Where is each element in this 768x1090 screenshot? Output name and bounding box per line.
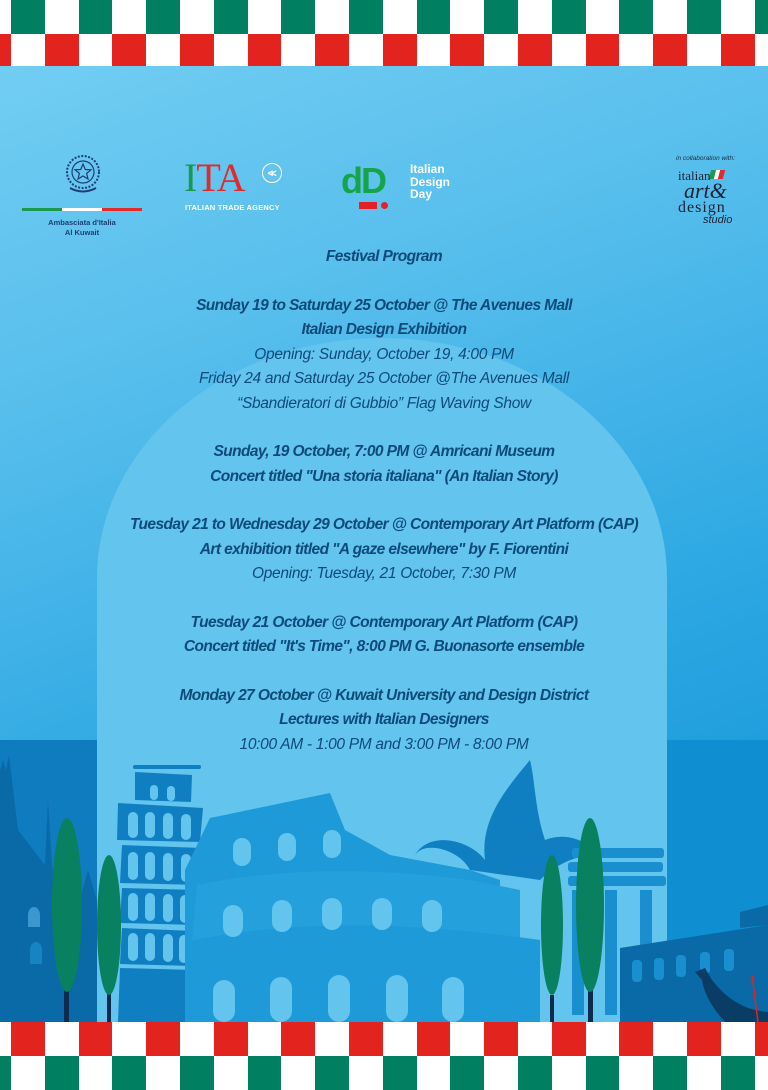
checker-square	[687, 0, 721, 34]
checker-square	[112, 1022, 146, 1056]
checker-square	[653, 1056, 687, 1090]
checker-square	[349, 0, 383, 34]
checker-square	[79, 1022, 113, 1056]
checker-square	[349, 1022, 383, 1056]
checker-square	[383, 34, 417, 68]
event-line: Sunday, 19 October, 7:00 PM @ Amricani Museum	[213, 443, 555, 460]
event-line: 10:00 AM - 1:00 PM and 3:00 PM - 8:00 PM	[239, 735, 529, 753]
checker-square	[214, 34, 248, 68]
checker-square	[349, 34, 383, 68]
checker-square	[0, 1056, 11, 1090]
checker-square	[11, 1056, 45, 1090]
collaboration-label: in collaboration with:	[676, 155, 735, 162]
event-line: Concert titled "It's Time", 8:00 PM G. Buonasorte ensemble	[183, 638, 585, 655]
checker-square	[619, 1056, 653, 1090]
event-line: Tuesday 21 to Wednesday 29 October @ Contemporary Art Platform (CAP)	[129, 516, 639, 533]
checker-square	[214, 0, 248, 34]
checker-square	[518, 34, 552, 68]
colosseum-icon	[185, 793, 540, 1022]
spacer	[0, 660, 768, 684]
bottom-checker-border	[0, 1022, 768, 1090]
checker-square	[417, 0, 451, 34]
dd-dot-icon	[381, 202, 388, 209]
checker-square	[180, 0, 214, 34]
checker-square	[518, 1022, 552, 1056]
checker-square	[552, 1022, 586, 1056]
checker-square	[518, 0, 552, 34]
event-line: Italian Design Exhibition	[301, 321, 467, 338]
event-line: Tuesday 21 October @ Contemporary Art Platform (CAP)	[190, 613, 578, 631]
event-block	[0, 513, 768, 587]
event-line: Friday 24 and Saturday 25 October @The Avenues Mall	[198, 370, 570, 387]
checker-square	[552, 1056, 586, 1090]
event-list	[0, 294, 768, 758]
checker-square	[45, 1022, 79, 1056]
checker-square	[619, 34, 653, 68]
event-line: Sunday 19 to Saturday 25 October @ The Avenues Mall	[196, 296, 572, 314]
ita-subtitle: ITALIAN TRADE AGENCY	[185, 203, 280, 212]
checker-square	[450, 0, 484, 34]
checker-square	[653, 34, 687, 68]
checker-square	[11, 34, 45, 68]
checker-square	[281, 1022, 315, 1056]
checker-square	[755, 1022, 768, 1056]
checker-square	[315, 0, 349, 34]
event-line: Art exhibition titled "A gaze elsewhere" by F. Fiorentini	[199, 540, 569, 558]
checker-square	[45, 0, 79, 34]
spacer	[0, 489, 768, 513]
checker-square	[248, 34, 282, 68]
checker-square	[484, 0, 518, 34]
checker-square	[349, 1056, 383, 1090]
checker-square	[45, 34, 79, 68]
spacer	[0, 416, 768, 440]
checker-square	[11, 1022, 45, 1056]
checker-square	[180, 1056, 214, 1090]
embassy-name: Ambasciata d'Italia Al Kuwait	[48, 218, 116, 237]
checker-square	[484, 1056, 518, 1090]
checker-square	[586, 1056, 620, 1090]
checker-square	[112, 34, 146, 68]
checker-square	[755, 34, 768, 68]
italian-flag-stripe	[22, 208, 142, 211]
checker-square	[721, 0, 755, 34]
checker-square	[417, 1056, 451, 1090]
dd-bar-icon	[359, 202, 377, 209]
checker-square	[653, 0, 687, 34]
checker-square	[248, 1022, 282, 1056]
checker-square	[417, 34, 451, 68]
italian-republic-emblem-icon	[58, 150, 108, 200]
checker-square	[79, 34, 113, 68]
event-line: Concert titled "Una storia italiana" (An Italian Story)	[210, 467, 558, 485]
event-block	[0, 294, 768, 417]
checker-square	[0, 0, 11, 34]
checker-square	[755, 0, 768, 34]
checker-square	[450, 34, 484, 68]
milan-cathedral-icon	[0, 740, 97, 1022]
spacer	[0, 587, 768, 611]
event-line: “Sbandieratori di Gubbio” Flag Waving Show	[237, 394, 531, 412]
checker-square	[79, 0, 113, 34]
dd-wordmark: Italian Design Day	[410, 162, 451, 201]
italian-art-design-studio-logo: italian art& design studio	[678, 168, 733, 226]
checker-square	[518, 1056, 552, 1090]
checker-square	[687, 1056, 721, 1090]
checker-square	[721, 1022, 755, 1056]
checker-square	[687, 34, 721, 68]
checker-square	[552, 34, 586, 68]
checker-square	[180, 34, 214, 68]
checker-square	[315, 1056, 349, 1090]
checker-square	[248, 0, 282, 34]
checker-square	[586, 1022, 620, 1056]
ice-symbol-icon: ≪	[262, 163, 282, 183]
checker-square	[315, 1022, 349, 1056]
checker-square	[383, 0, 417, 34]
checker-square	[619, 1022, 653, 1056]
italian-landmarks-skyline	[0, 740, 768, 1022]
checker-square	[552, 0, 586, 34]
checker-square	[383, 1022, 417, 1056]
checker-square	[721, 34, 755, 68]
event-line: Monday 27 October @ Kuwait University and Design District	[179, 686, 589, 704]
checker-square	[0, 34, 11, 68]
checker-square	[146, 34, 180, 68]
checker-square	[45, 1056, 79, 1090]
checker-square	[112, 1056, 146, 1090]
checker-square	[484, 1022, 518, 1056]
checker-square	[417, 1022, 451, 1056]
checker-square	[653, 1022, 687, 1056]
checker-square	[383, 1056, 417, 1090]
checker-square	[450, 1022, 484, 1056]
top-checker-border	[0, 0, 768, 67]
program-title: Festival Program	[325, 248, 443, 265]
checker-square	[450, 1056, 484, 1090]
checker-square	[586, 34, 620, 68]
checker-square	[484, 34, 518, 68]
checker-square	[214, 1022, 248, 1056]
checker-square	[281, 1056, 315, 1090]
event-line: Opening: Tuesday, 21 October, 7:30 PM	[251, 565, 517, 582]
event-block	[0, 440, 768, 489]
checker-square	[0, 1022, 11, 1056]
checker-square	[214, 1056, 248, 1090]
festival-program	[0, 245, 768, 757]
checker-square	[315, 34, 349, 68]
checker-square	[146, 1022, 180, 1056]
event-line: Opening: Sunday, October 19, 4:00 PM	[254, 345, 514, 363]
checker-square	[281, 34, 315, 68]
checker-square	[619, 0, 653, 34]
ita-wordmark: ITA	[184, 155, 245, 200]
checker-square	[112, 0, 146, 34]
checker-square	[687, 1022, 721, 1056]
checker-square	[11, 0, 45, 34]
dd-mark: dD	[341, 160, 385, 201]
event-line: Lectures with Italian Designers	[279, 711, 489, 728]
checker-square	[248, 1056, 282, 1090]
checker-square	[721, 1056, 755, 1090]
checker-square	[586, 0, 620, 34]
checker-square	[755, 1056, 768, 1090]
checker-square	[79, 1056, 113, 1090]
event-block	[0, 611, 768, 660]
checker-square	[146, 1056, 180, 1090]
checker-square	[180, 1022, 214, 1056]
checker-square	[281, 0, 315, 34]
checker-square	[146, 0, 180, 34]
